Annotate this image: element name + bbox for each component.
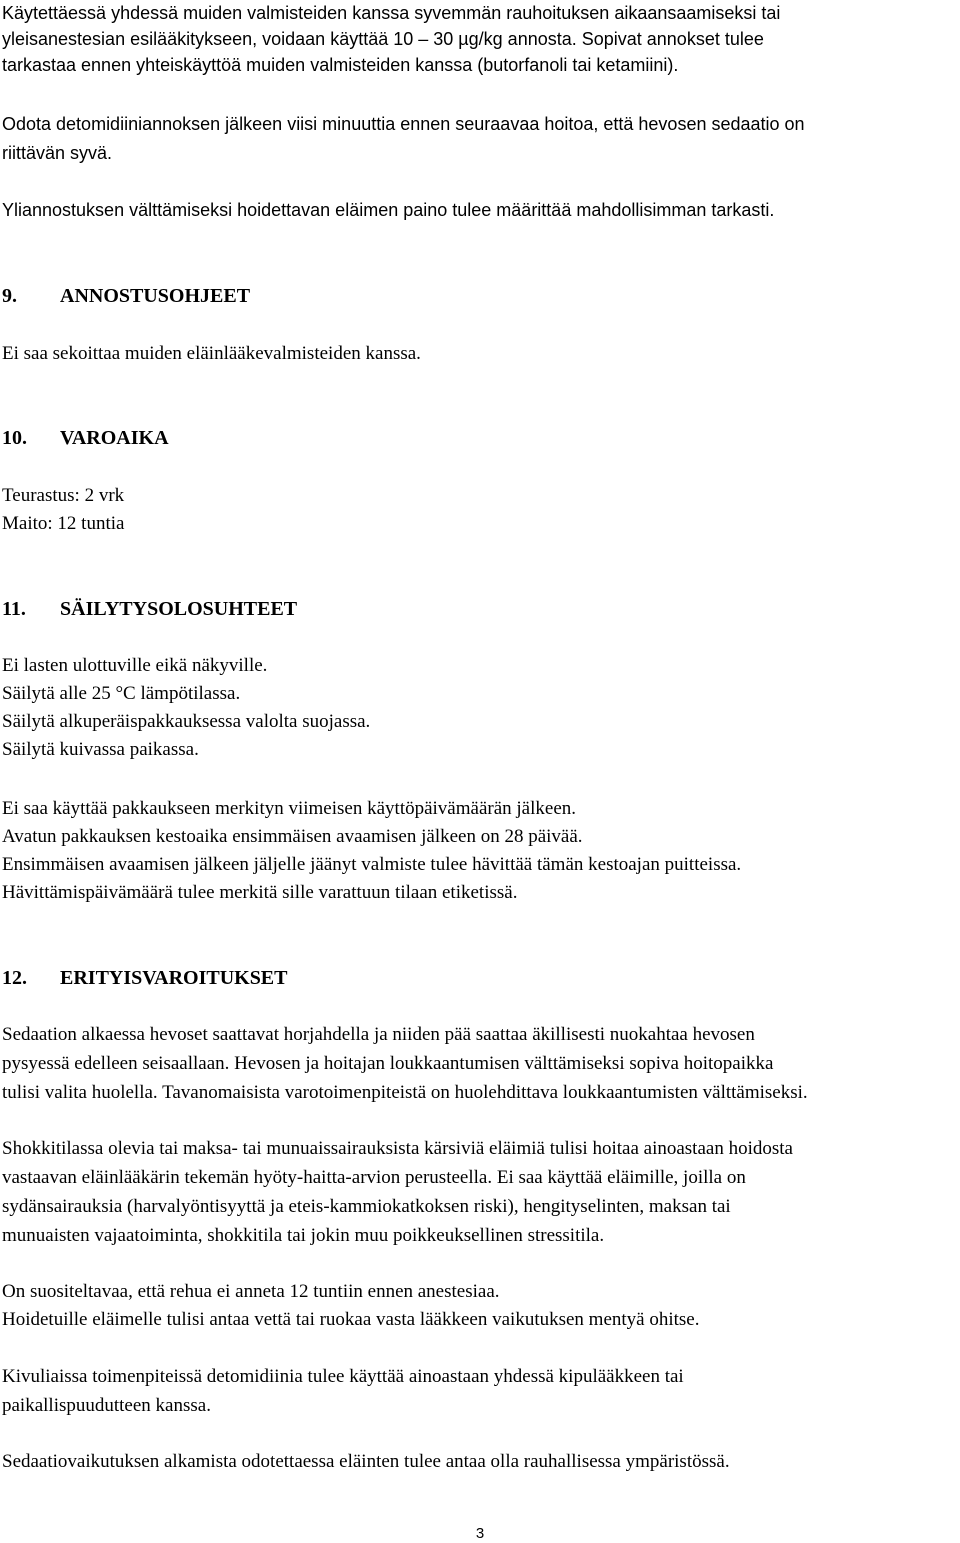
section-number: 12. [2,967,27,989]
warning-paragraph-line: Sedaatiovaikutuksen alkamista odotettaessa eläinten tulee antaa olla rauhallisessa ympäristössä. [2,1451,730,1472]
section-number: 9. [2,285,17,307]
overdose-note: Yliannostuksen välttämiseksi hoidettavan eläimen paino tulee määrittää mahdollisimman tarkasti. [2,200,775,220]
warning-paragraph-line: Hoidetuille eläimelle tulisi antaa vettä tai ruokaa vasta lääkkeen vaikutuksen mentyä ohitse. [2,1309,700,1330]
withdrawal-line: Maito: 12 tuntia [2,513,125,534]
warning-paragraph-line: On suositeltavaa, että rehua ei anneta 12 tuntiin ennen anestesiaa. [2,1281,500,1302]
expiry-line: Ei saa käyttää pakkaukseen merkityn viimeisen käyttöpäivämäärän jälkeen. [2,798,576,819]
page-number: 3 [475,1525,485,1542]
warning-paragraph-line: Sedaation alkaessa hevoset saattavat horjahdella ja niiden pää saattaa äkillisesti nuokahtaa hevosen [2,1024,755,1045]
warning-paragraph-line: munuaisten vajaatoiminta, shokkitila tai jokin muu poikkeuksellinen stressitila. [2,1225,605,1246]
warning-paragraph-line: pysyessä edelleen seisaallaan. Hevosen ja hoitajan loukkaantumisen välttämiseksi sopiva hoitopaikka [2,1053,774,1074]
storage-line: Säilytä kuivassa paikassa. [2,739,199,760]
section-number: 10. [2,427,27,449]
wait-instruction-line: riittävän syvä. [2,143,113,163]
warning-paragraph-line: sydänsairauksia (harvalyöntisyyttä ja eteis-kammiokatkoksen riski), hengityselinten, maksan tai [2,1196,731,1217]
warning-paragraph-line: Kivuliaissa toimenpiteissä detomidiinia tulee käyttää ainoastaan yhdessä kipulääkkeen tai [2,1366,684,1387]
section-title: VAROAIKA [60,427,169,449]
storage-line: Säilytä alle 25 °C lämpötilassa. [2,683,241,704]
warning-paragraph-line: paikallispuudutteen kanssa. [2,1395,211,1416]
expiry-line: Ensimmäisen avaamisen jälkeen jäljelle jäänyt valmiste tulee hävittää tämän kestoajan puitteissa. [2,854,742,875]
intro-line: Käytettäessä yhdessä muiden valmisteiden kanssa syvemmän rauhoituksen aikaansaamiseksi tai [2,3,781,23]
section-number: 11. [2,598,26,620]
intro-line: tarkastaa ennen yhteiskäyttöä muiden valmisteiden kanssa (butorfanoli tai ketamiini). [2,55,679,75]
section-title: ANNOSTUSOHJEET [60,285,251,307]
dosage-text: Ei saa sekoittaa muiden eläinlääkevalmisteiden kanssa. [2,343,421,364]
section-title: SÄILYTYSOLOSUHTEET [60,598,298,620]
warning-paragraph-line: tulisi valita huolella. Tavanomaisista varotoimenpiteistä on huolehdittava loukkaantumisten välttämiseksi. [2,1082,808,1103]
withdrawal-line: Teurastus: 2 vrk [2,485,125,506]
storage-line: Ei lasten ulottuville eikä näkyville. [2,655,268,676]
intro-line: yleisanestesian esilääkitykseen, voidaan käyttää 10 – 30 µg/kg annosta. Sopivat annokset tulee [2,29,764,49]
wait-instruction-line: Odota detomidiiniannoksen jälkeen viisi minuuttia ennen seuraavaa hoitoa, että hevosen sedaatio on [2,114,805,134]
section-heading-10 [2,424,169,453]
section-heading-12 [2,964,288,993]
section-heading-9 [2,282,250,311]
warning-paragraph-line: vastaavan eläinlääkärin tekemän hyöty-haitta-arvion perusteella. Ei saa käyttää eläimille, joilla on [2,1167,746,1188]
section-heading-11 [2,595,297,624]
warning-paragraph-line: Shokkitilassa olevia tai maksa- tai munuaissairauksista kärsiviä eläimiä tulisi hoitaa ainoastaan hoidosta [2,1138,793,1159]
expiry-line: Avatun pakkauksen kestoaika ensimmäisen avaamisen jälkeen on 28 päivää. [2,826,583,847]
storage-line: Säilytä alkuperäispakkauksessa valolta suojassa. [2,711,371,732]
expiry-line: Hävittämispäivämäärä tulee merkitä sille varattuun tilaan etiketissä. [2,882,518,903]
section-title: ERITYISVAROITUKSET [60,967,288,989]
